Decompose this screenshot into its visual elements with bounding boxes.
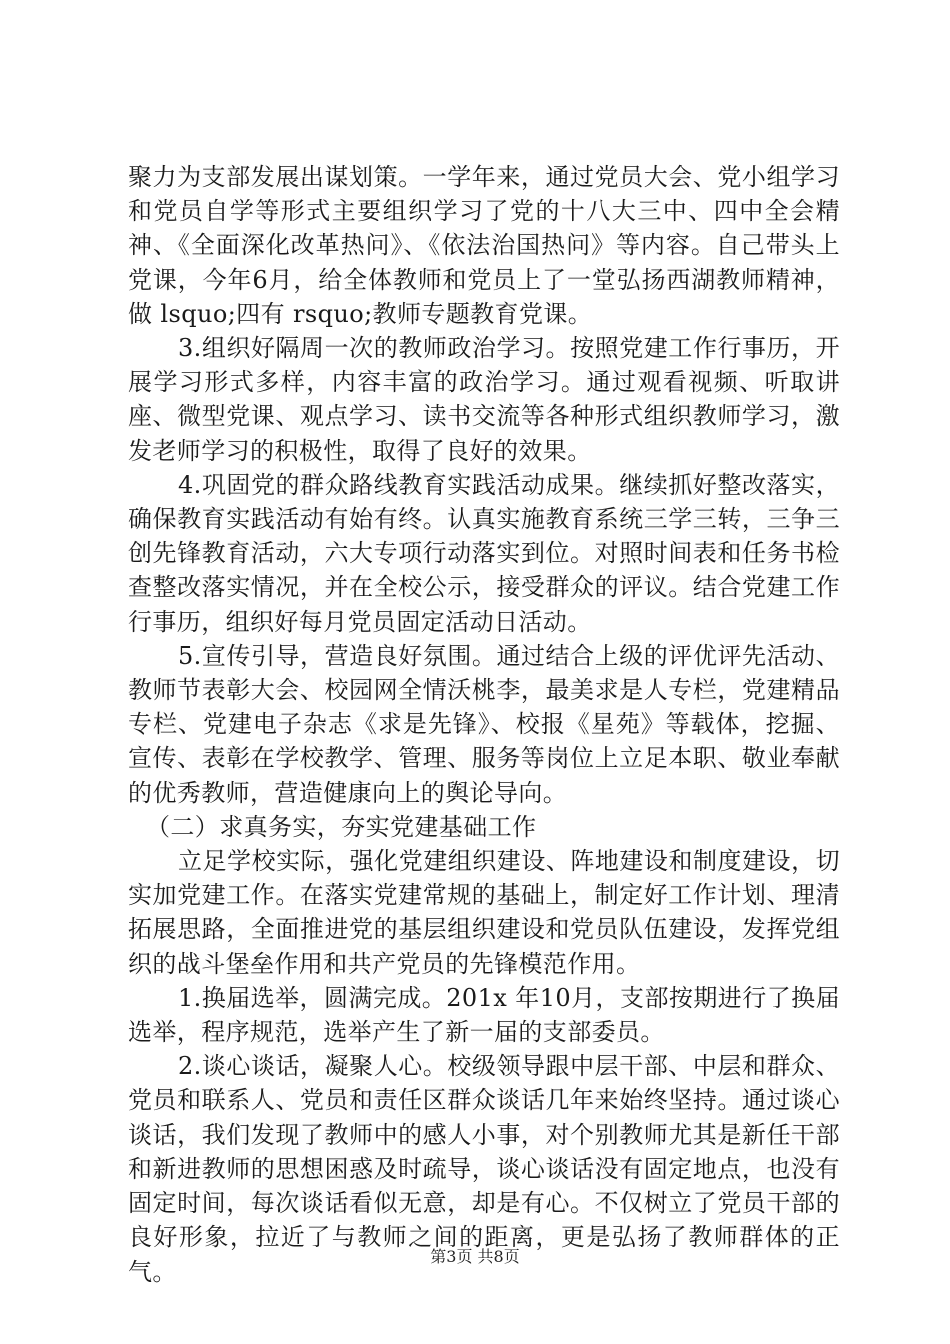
paragraph-continuation: 聚力为支部发展出谋划策。一学年来，通过党员大会、党小组学习和党员自学等形式主要组织学习了党的十八大三中、四中全会精神、《全面深化改革热问》、《依法治国热问》等内容。自己带头上党课，今年6月，给全体教师和党员上了一堂弘扬西湖教师精神，做 lsquo;四有 rsquo;教师专题教育党课。	[128, 163, 840, 328]
section-heading: （二）求真务实，夯实党建基础工作	[146, 812, 537, 841]
paragraph-subitem-2: 2.谈心谈话，凝聚人心。校级领导跟中层干部、中层和群众、党员和联系人、党员和责任区群众谈话几年来始终坚持。通过谈心谈话，我们发现了教师中的感人小事，对个别教师尤其是新任干部和新进教师的思想困惑及时疏导，谈心谈话没有固定地点，也没有固定时间，每次谈话看似无意，却是有心。不仅树立了党员干部的良好形象，拉近了与教师之间的距离，更是弘扬了教师群体的正气。	[128, 1052, 840, 1286]
paragraph-item-4: 4.巩固党的群众路线教育实践活动成果。继续抓好整改落实，确保教育实践活动有始有终。认真实施教育系统三学三转，三争三创先锋教育活动，六大专项行动落实到位。对照时间表和任务书检查整改落实情况，并在全校公示，接受群众的评议。结合党建工作行事历，组织好每月党员固定活动日活动。	[128, 470, 840, 636]
paragraph-section-intro: 立足学校实际，强化党建组织建设、阵地建设和制度建设，切实加党建工作。在落实党建常规的基础上，制定好工作计划、理清拓展思路，全面推进党的基层组织建设和党员队伍建设，发挥党组织的战斗堡垒作用和共产党员的先锋模范作用。	[128, 847, 840, 978]
document-body	[128, 160, 840, 1289]
paragraph-item-3: 3.组织好隔周一次的教师政治学习。按照党建工作行事历，开展学习形式多样，内容丰富的政治学习。通过观看视频、听取讲座、微型党课、观点学习、读书交流等各种形式组织教师学习，激发老师学习的积极性，取得了良好的效果。	[128, 334, 840, 465]
paragraph-item-5: 5.宣传引导，营造良好氛围。通过结合上级的评优评先活动、教师节表彰大会、校园网全情沃桃李，最美求是人专栏，党建精品专栏、党建电子杂志《求是先锋》、校报《星苑》等载体，挖掘、宣传、表彰在学校教学、管理、服务等岗位上立足本职、敬业奉献的优秀教师，营造健康向上的舆论导向。	[128, 641, 840, 807]
paragraph-subitem-1: 1.换届选举，圆满完成。201x 年10月，支部按期进行了换届选举，程序规范，选举产生了新一届的支部委员。	[128, 983, 840, 1047]
page-footer: 第3页 共8页	[430, 1247, 520, 1266]
